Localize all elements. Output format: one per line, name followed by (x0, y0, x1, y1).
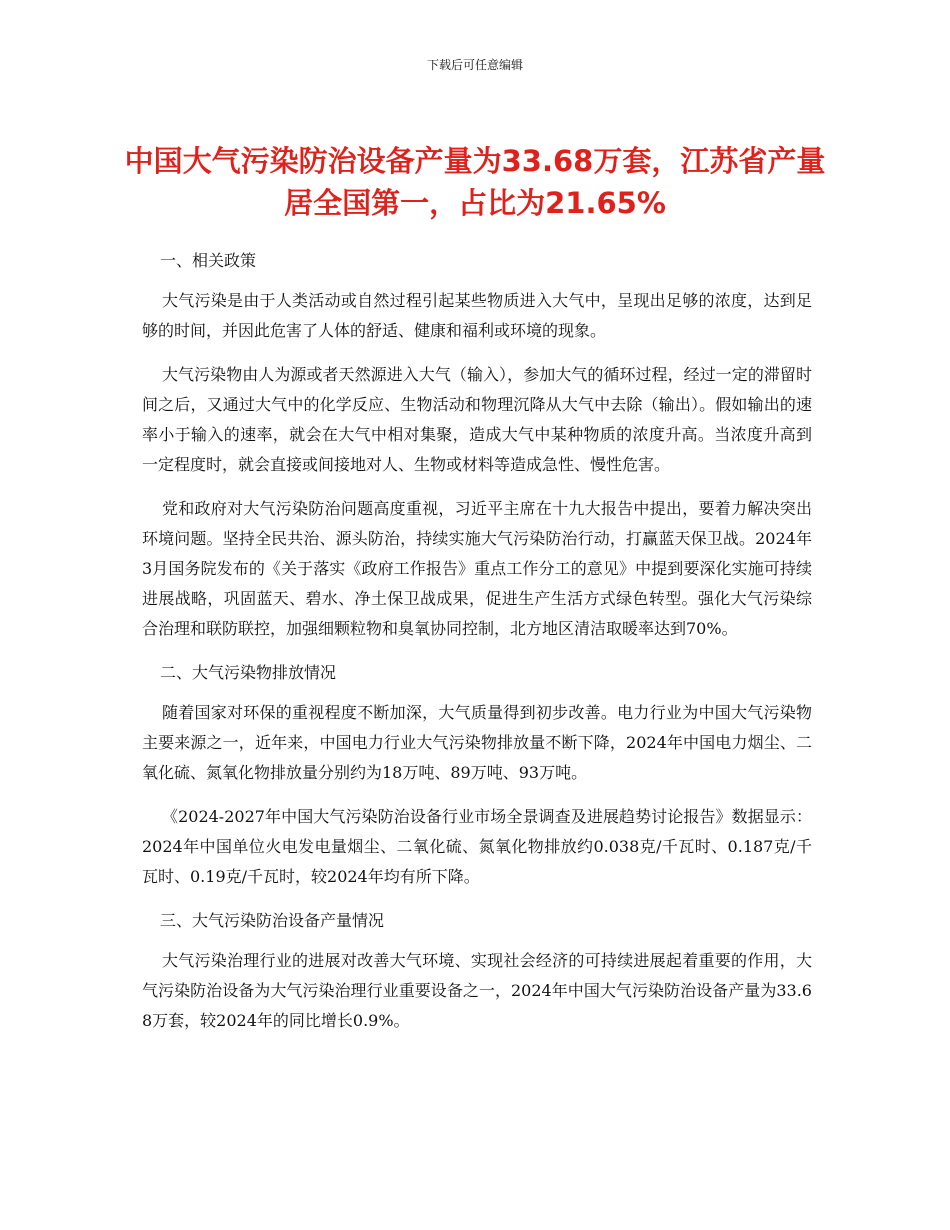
document-body (142, 236, 812, 1050)
section-policy (142, 246, 812, 644)
paragraph: 大气污染物由人为源或者天然源进入大气（输入），参加大气的循环过程，经过一定的滞留时间之后，又通过大气中的化学反应、生物活动和物理沉降从大气中去除（输出）。假如输出的速率小于输入的速率，就会在大气中相对集聚，造成大气中某种物质的浓度升高。当浓度升高到一定程度时，就会直接或间接地对人、生物或材料等造成急性、慢性危害。 (142, 365, 812, 474)
section-heading: 二、大气污染物排放情况 (160, 663, 337, 682)
section-heading: 三、大气污染防治设备产量情况 (160, 911, 385, 930)
section-heading: 一、相关政策 (160, 251, 257, 270)
header-note: 下载后可任意编辑 (426, 58, 523, 72)
section-equipment-output (142, 906, 812, 1036)
section-emissions (142, 658, 812, 892)
paragraph: 大气污染是由于人类活动或自然过程引起某些物质进入大气中，呈现出足够的浓度，达到足够的时间，并因此危害了人体的舒适、健康和福利或环境的现象。 (142, 291, 812, 340)
paragraph: 党和政府对大气污染防治问题高度重视，习近平主席在十九大报告中提出，要着力解决突出环境问题。坚持全民共治、源头防治，持续实施大气污染防治行动，打赢蓝天保卫战。2024年3月国务院发布的《关于落实《政府工作报告》重点工作分工的意见》中提到要深化实施可持续进展战略，巩固蓝天、碧水、净土保卫战成果，促进生产生活方式绿色转型。强化大气污染综合治理和联防联控，加强细颗粒物和臭氧协同控制，北方地区清洁取暖率达到70%。 (142, 499, 812, 638)
paragraph: 《2024-2027年中国大气污染防治设备行业市场全景调查及进展趋势讨论报告》数据显示：2024年中国单位火电发电量烟尘、二氧化硫、氮氧化物排放约0.038克/千瓦时、0.187克/千瓦时、0.19克/千瓦时，较2024年均有所下降。 (142, 807, 812, 886)
page-title: 中国大气污染防治设备产量为33.68万套，江苏省产量居全国第一，占比为21.65% (124, 144, 826, 220)
paragraph: 随着国家对环保的重视程度不断加深，大气质量得到初步改善。电力行业为中国大气污染物主要来源之一，近年来，中国电力行业大气污染物排放量不断下降，2024年中国电力烟尘、二氧化硫、氮氧化物排放量分别约为18万吨、89万吨、93万吨。 (142, 703, 812, 782)
paragraph: 大气污染治理行业的进展对改善大气环境、实现社会经济的可持续进展起着重要的作用，大气污染防治设备为大气污染治理行业重要设备之一，2024年中国大气污染防治设备产量为33.68万套，较2024年的同比增长0.9%。 (142, 951, 812, 1030)
